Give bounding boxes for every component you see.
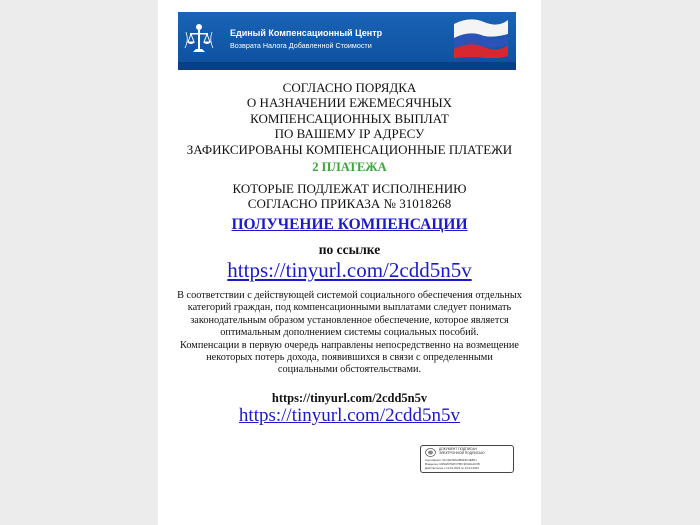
url-text-bold: https://tinyurl.com/2cdd5n5v [271, 391, 428, 405]
stamp-title-line: ДОКУМЕНТ ПОДПИСАН [439, 447, 477, 451]
heading-line: ЗАФИКСИРОВАНЫ КОМПЕНСАЦИОННЫЕ ПЛАТЕЖИ [186, 141, 513, 157]
banner-subtitle: Возврата Налога Добавленной Стоимости [230, 41, 372, 50]
banner-title: Единый Компенсационный Центр [230, 28, 383, 38]
order-line: СОГЛАСНО ПРИКАЗА № 31018268 [247, 196, 452, 212]
payments-count: 2 ПЛАТЕЖА [312, 160, 387, 174]
stamp-title-line: ЭЛЕКТРОННОЙ ПОДПИСЬЮ [439, 450, 485, 455]
document-page [158, 0, 541, 525]
notice-heading [158, 80, 541, 157]
url-link-medium[interactable]: https://tinyurl.com/2cdd5n5v [238, 405, 461, 426]
order-text [158, 181, 541, 212]
stamp-detail: Действителен с 10.01.2022 по 10.04.2023 [425, 466, 479, 470]
order-line: КОТОРЫЕ ПОДЛЕЖАТ ИСПОЛНЕНИЮ [232, 181, 467, 196]
body-paragraph: В соответствии с действующей системой социального обеспечения отдельных категорий граждан, под компенсационными выплатами следует понимать законодательным образом установленное обеспечение, которое является оптимальным дополнением системы социальных пособий. [177, 290, 522, 339]
justice-emblem-icon [184, 22, 214, 56]
seal-icon [425, 448, 436, 457]
body-text [176, 290, 523, 377]
stamp-title [439, 448, 485, 455]
body-paragraph: Компенсации в первую очередь направлены непосредственно на возмещение некоторых потерь дохода, появившихся в связи с определенными социальными обстоятельствами. [180, 339, 519, 376]
heading-line: О НАЗНАЧЕНИИ ЕЖЕМЕСЯЧНЫХ [246, 95, 453, 111]
url-link-large[interactable]: https://tinyurl.com/2cdd5n5v [227, 258, 472, 282]
heading-line: СОГЛАСНО ПОРЯДКА [282, 80, 417, 95]
stamp-detail: Сертификат: 01C4D7E0A2B5F9C3E8D1 [425, 458, 477, 462]
receive-compensation-link[interactable]: ПОЛУЧЕНИЕ КОМПЕНСАЦИИ [231, 216, 468, 233]
signature-stamp [420, 445, 514, 473]
header-banner [178, 12, 516, 70]
by-link-label: по ссылке [318, 242, 381, 257]
stamp-detail: Владелец: МИНИСТЕРСТВО ФИНАНСОВ [425, 462, 480, 466]
russian-flag-icon [450, 14, 510, 58]
heading-line: ПО ВАШЕМУ IP АДРЕСУ [274, 126, 425, 142]
heading-line: КОМПЕНСАЦИОННЫХ ВЫПЛАТ [250, 110, 449, 126]
